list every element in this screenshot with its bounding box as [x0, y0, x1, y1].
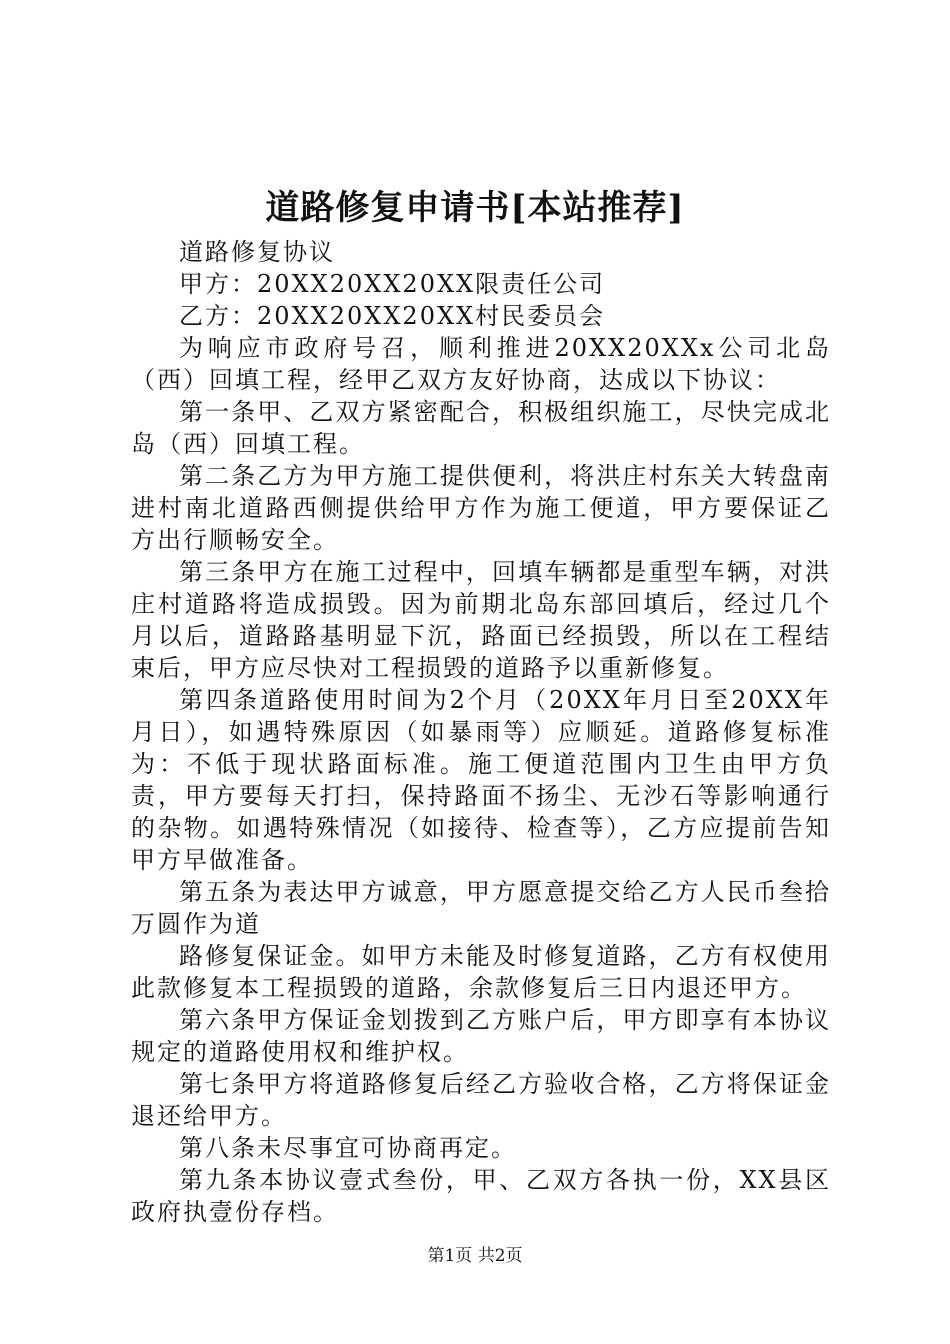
paragraph-article-9: 第九条本协议壹式叁份，甲、乙双方各执一份，XX县区政府执壹份存档。	[131, 1166, 831, 1226]
paragraph-article-2: 第二条乙方为甲方施工提供便利，将洪庄村东关大转盘南进村南北道路西侧提供给甲方作为施工便道，甲方要保证乙方出行顺畅安全。	[131, 462, 831, 554]
paragraph-heading: 道路修复协议	[179, 238, 335, 266]
paragraph-article-6: 第六条甲方保证金划拨到乙方账户后，甲方即享有本协议规定的道路使用权和维护权。	[131, 1006, 831, 1066]
paragraph-article-5-cont: 路修复保证金。如甲方未能及时修复道路，乙方有权使用此款修复本工程损毁的道路，余款修复后三日内退还甲方。	[131, 942, 831, 1002]
paragraph-party-b: 乙方：20XX20XX20XX村民委员会	[179, 302, 606, 330]
paragraph-article-7: 第七条甲方将道路修复后经乙方验收合格，乙方将保证金退还给甲方。	[131, 1070, 831, 1130]
paragraph-article-4: 第四条道路使用时间为2个月（20XX年月日至20XX年月日），如遇特殊原因（如暴雨等）应顺延。道路修复标准为：不低于现状路面标准。施工便道范围内卫生由甲方负责，甲方要每天打扫，保持路面不扬尘、无沙石等影响通行的杂物。如遇特殊情况（如接待、检查等），乙方应提前告知甲方早做准备。	[131, 686, 831, 874]
paragraph-article-5: 第五条为表达甲方诚意，甲方愿意提交给乙方人民币叁拾万圆作为道	[131, 878, 831, 938]
paragraph-preamble: 为响应市政府号召，顺利推进20XX20XXx公司北岛（西）回填工程，经甲乙双方友好协商，达成以下协议：	[131, 334, 831, 394]
document-body	[131, 236, 831, 1228]
paragraph-party-a: 甲方：20XX20XX20XX限责任公司	[179, 270, 606, 298]
document-title: 道路修复申请书[本站推荐]	[265, 188, 685, 228]
paragraph-article-8: 第八条未尽事宜可协商再定。	[179, 1134, 517, 1162]
paragraph-article-3: 第三条甲方在施工过程中，回填车辆都是重型车辆，对洪庄村道路将造成损毁。因为前期北岛东部回填后，经过几个月以后，道路路基明显下沉，路面已经损毁，所以在工程结束后，甲方应尽快对工程损毁的道路予以重新修复。	[131, 558, 831, 682]
page-number-footer: 第1页 共2页	[427, 1246, 523, 1266]
paragraph-article-1: 第一条甲、乙双方紧密配合，积极组织施工，尽快完成北岛（西）回填工程。	[131, 398, 831, 458]
